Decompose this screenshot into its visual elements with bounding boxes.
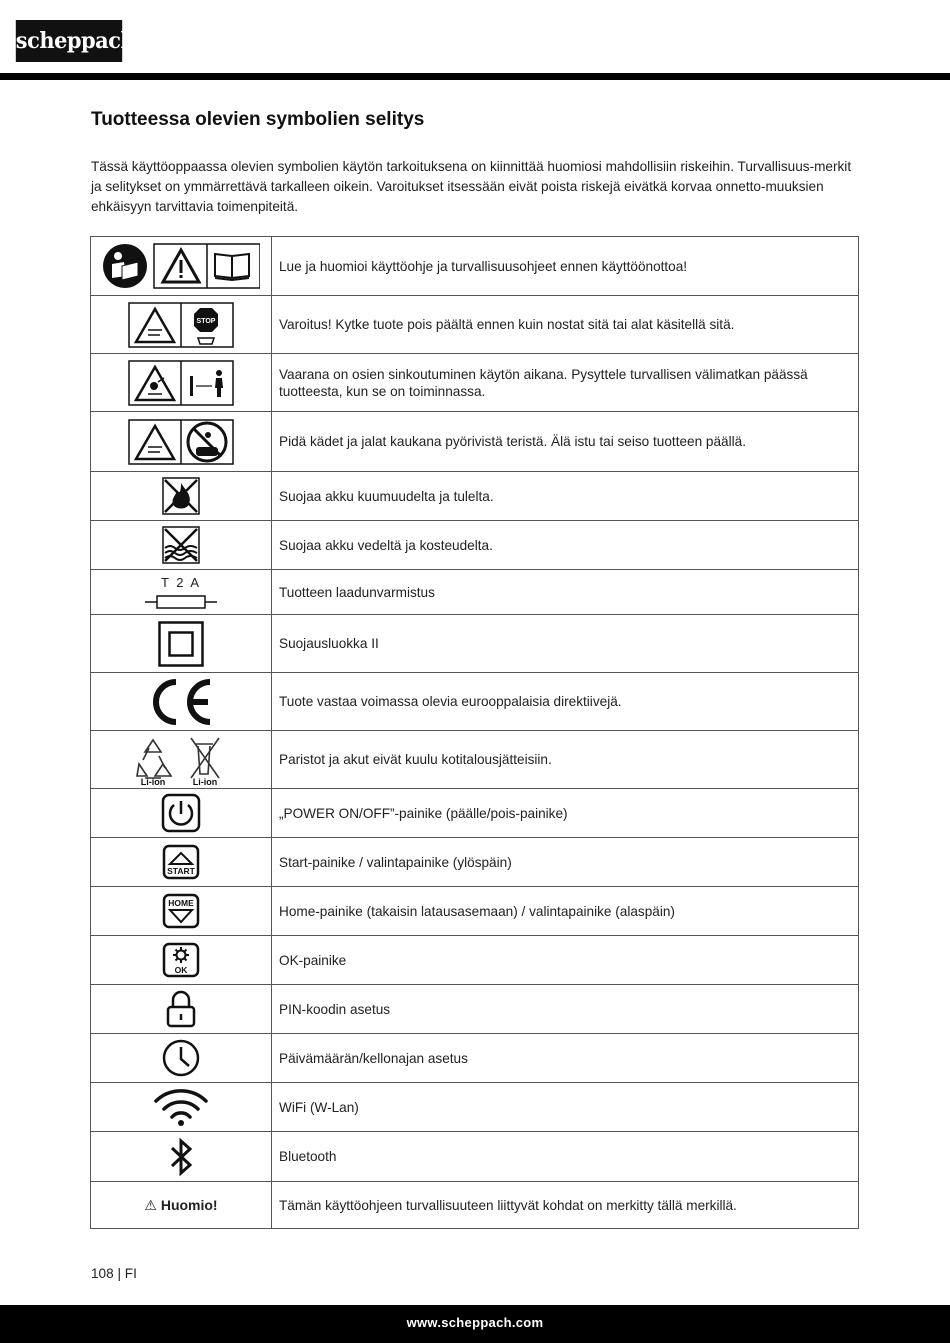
symbol-description: Lue ja huomioi käyttöohje ja turvallisuusohjeet ennen käyttöönottoa! bbox=[272, 237, 859, 296]
table-row bbox=[91, 789, 859, 838]
intro-paragraph: Tässä käyttöoppaassa olevien symbolien käytön tarkoituksena on kiinnittää huomiosi mahdollisiin riskeihin. Turvallisuus-merkit ja selitykset on ymmärrettävä tarkalleen oikein. Varoitukset itsessään eivät poista riskejä eivätkä korvaa onnetto-muuksien ehkäisyyn tarvittavia toimenpiteitä. bbox=[91, 159, 852, 214]
bluetooth-icon bbox=[91, 1132, 272, 1182]
symbol-description: Home-painike (takaisin latausasemaan) / valintapainike (alaspäin) bbox=[272, 887, 859, 936]
table-row bbox=[91, 1182, 859, 1229]
symbol-description: Paristot ja akut eivät kuulu kotitalousjätteisiin. bbox=[272, 731, 859, 789]
svg-text:T 2 A: T 2 A bbox=[160, 575, 202, 590]
table-row bbox=[91, 237, 859, 296]
symbol-description: Vaarana on osien sinkoutuminen käytön aikana. Pysyttele turvallisen välimatkan päässä tuotteesta, kun se on toiminnassa. bbox=[272, 354, 859, 412]
warning-label: ⚠ Huomio! bbox=[144, 1196, 218, 1213]
padlock-icon bbox=[91, 985, 272, 1034]
table-row bbox=[91, 838, 859, 887]
footer-url[interactable]: www.scheppach.com bbox=[0, 1305, 950, 1343]
clock-icon bbox=[91, 1034, 272, 1083]
table-row bbox=[91, 1132, 859, 1182]
start-button-icon bbox=[91, 838, 272, 887]
page-number: 108 | FI bbox=[91, 1266, 137, 1281]
table-row bbox=[91, 1034, 859, 1083]
table-row bbox=[91, 936, 859, 985]
svg-text:Li-ion: Li-ion bbox=[140, 776, 166, 786]
table-row bbox=[91, 887, 859, 936]
symbol-description: PIN-koodin asetus bbox=[272, 985, 859, 1034]
table-row bbox=[91, 521, 859, 570]
symbol-description: Bluetooth bbox=[272, 1132, 859, 1182]
symbol-description: OK-painike bbox=[272, 936, 859, 985]
no-water-icon bbox=[91, 521, 272, 570]
stop-before-lifting-icon bbox=[91, 296, 272, 354]
svg-text:OK: OK bbox=[174, 965, 188, 975]
svg-text:STOP: STOP bbox=[196, 317, 216, 325]
table-row bbox=[91, 731, 859, 789]
ok-button-icon bbox=[91, 936, 272, 985]
symbol-description: Pidä kädet ja jalat kaukana pyörivistä teristä. Älä istu tai seiso tuotteen päällä. bbox=[272, 412, 859, 472]
table-row bbox=[91, 673, 859, 731]
symbol-description: Start-painike / valintapainike (ylöspäin) bbox=[272, 838, 859, 887]
scheppach-logo: scheppach bbox=[16, 20, 122, 62]
page-title: Tuotteessa olevien symbolien selitys bbox=[91, 109, 425, 130]
svg-text:Li-ion: Li-ion bbox=[192, 776, 218, 786]
table-row bbox=[91, 354, 859, 412]
svg-text:HOME: HOME bbox=[168, 898, 194, 908]
recycle-li-ion-icon bbox=[91, 731, 272, 789]
symbol-description: Suojausluokka II bbox=[272, 615, 859, 673]
power-button-icon bbox=[91, 789, 272, 838]
symbol-description: Päivämäärän/kellonajan asetus bbox=[272, 1034, 859, 1083]
symbol-description: Varoitus! Kytke tuote pois päältä ennen kuin nostat sitä tai alat käsitellä sitä. bbox=[272, 296, 859, 354]
symbol-description: WiFi (W-Lan) bbox=[272, 1083, 859, 1132]
table-row bbox=[91, 1083, 859, 1132]
no-riding-blades-icon bbox=[91, 412, 272, 472]
table-row bbox=[91, 570, 859, 615]
symbol-description: Suojaa akku vedeltä ja kosteudelta. bbox=[272, 521, 859, 570]
no-fire-icon bbox=[91, 472, 272, 521]
header-bar bbox=[0, 73, 950, 80]
flying-parts-distance-icon bbox=[91, 354, 272, 412]
symbol-description: Tuote vastaa voimassa olevia eurooppalaisia direktiivejä. bbox=[272, 673, 859, 731]
symbol-description: Tämän käyttöohjeen turvallisuuteen liittyvät kohdat on merkitty tällä merkillä. bbox=[272, 1182, 859, 1229]
ce-mark-icon bbox=[91, 673, 272, 731]
table-row bbox=[91, 412, 859, 472]
symbol-description: Suojaa akku kuumuudelta ja tulelta. bbox=[272, 472, 859, 521]
wifi-icon bbox=[91, 1083, 272, 1132]
table-row bbox=[91, 296, 859, 354]
read-manual-warning-icon bbox=[91, 237, 272, 296]
symbol-description: Tuotteen laadunvarmistus bbox=[272, 570, 859, 615]
symbol-table bbox=[90, 236, 859, 1229]
table-row bbox=[91, 985, 859, 1034]
protection-class-2-icon bbox=[91, 615, 272, 673]
table-row bbox=[91, 472, 859, 521]
symbol-description: „POWER ON/OFF”-painike (päälle/pois-painike) bbox=[272, 789, 859, 838]
fuse-icon bbox=[91, 570, 272, 615]
home-button-icon bbox=[91, 887, 272, 936]
table-row bbox=[91, 615, 859, 673]
svg-text:START: START bbox=[167, 866, 195, 876]
warning-triangle-icon bbox=[91, 1182, 272, 1229]
